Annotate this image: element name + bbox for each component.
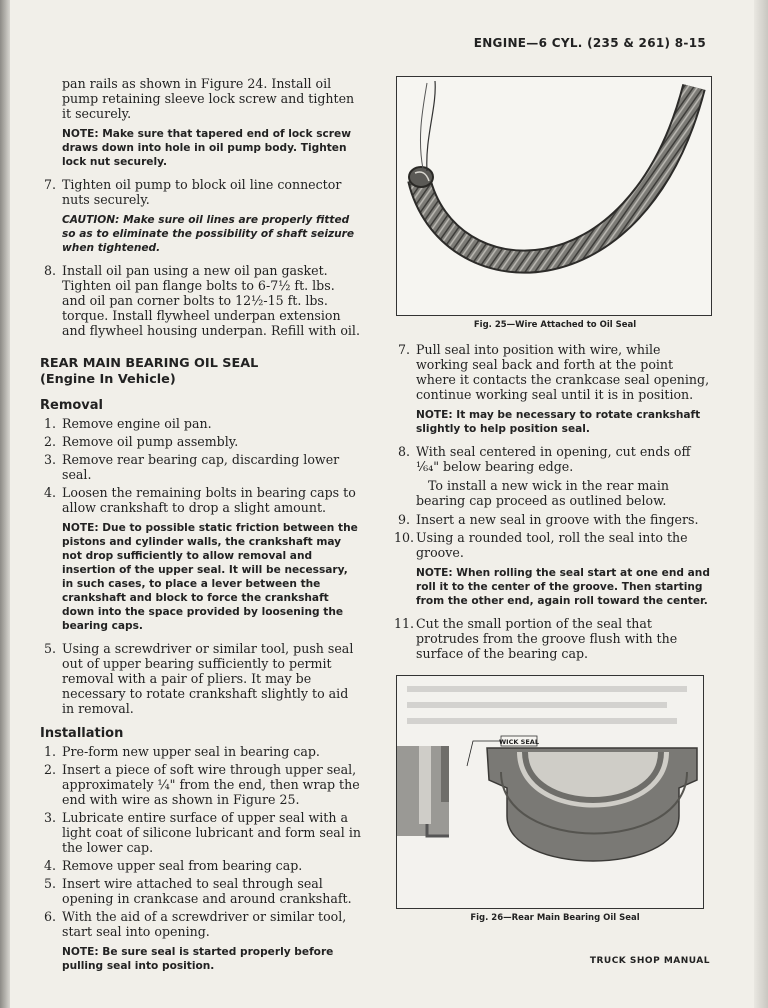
rolling-seal-note: NOTE: When rolling the seal start at one end and roll it to the center of the groove. Then starting from the other end, again roll toward the center.: [416, 567, 710, 607]
list-item: 2. Remove oil pump assembly.: [43, 434, 239, 449]
list-item: 7. Pull seal into position with wire, while working seal back and forth at the point where it contacts the crankcase seal opening, continue working seal until it is in position.: [397, 342, 710, 402]
installation-steps: [40, 744, 362, 939]
page-header: ENGINE—6 CYL. (235 & 261) 8-15: [473, 36, 706, 50]
intro-text: pan rails as shown in Figure 24. Install oil pump retaining sleeve lock screw and tighten it securely.: [62, 76, 355, 121]
lock-screw-note: NOTE: Make sure that tapered end of lock screw draws down into hole in oil pump body. Tighten lock nut securely.: [62, 128, 351, 168]
rotate-crankshaft-note: NOTE: It may be necessary to rotate crankshaft slightly to help position seal.: [416, 409, 701, 435]
list-item: 9. Insert a new seal in groove with the fingers.: [397, 512, 699, 527]
list-item: 3. Lubricate entire surface of upper seal with a light coat of silicone lubricant and form seal in the lower cap.: [43, 810, 361, 855]
seal-start-note: NOTE: Be sure seal is started properly before pulling seal into position.: [62, 946, 334, 972]
figure-25-wire-attached-seal: [396, 76, 712, 316]
wick-install-paragraph: To install a new wick in the rear main bearing cap proceed as outlined below.: [416, 478, 669, 508]
list-item: 4. Remove upper seal from bearing cap.: [43, 858, 303, 873]
list-item: 8. With seal centered in opening, cut ends off ¹⁄₆₄" below bearing edge.: [397, 444, 691, 474]
removal-steps-cont: [40, 641, 362, 716]
list-item: 2. Insert a piece of soft wire through upper seal, approximately ¼" from the end, then wrap the end with wire as shown in Figure 25.: [43, 762, 360, 807]
list-item: 5. Using a screwdriver or similar tool, push seal out of upper bearing sufficiently to permit removal with a pair of pliers. It may be necessary to rotate crankshaft slightly to aid in removal.: [43, 641, 354, 716]
seal-cut-steps: [394, 444, 716, 474]
list-item: 1. Pre-form new upper seal in bearing cap.: [43, 744, 320, 759]
list-item: 1. Remove engine oil pan.: [43, 416, 212, 431]
installation-heading: Installation: [40, 726, 124, 741]
list-item: 11. Cut the small portion of the seal that protrudes from the groove flush with the surface of the bearing cap.: [394, 616, 678, 661]
bearing-cap-illustration: [397, 676, 703, 908]
list-item: 6. With the aid of a screwdriver or similar tool, start seal into opening.: [43, 909, 347, 939]
list-item: 8. Install oil pan using a new oil pan gasket. Tighten oil pan flange bolts to 6-7½ ft. lbs. and oil pan corner bolts to 12½-15 ft. lbs. torque. Install flywheel underpan extension and flywheel housing underpan. Refill with oil.: [43, 263, 360, 338]
caution-note: CAUTION: Make sure oil lines are properly fitted so as to eliminate the possibility of shaft seizure when tightened.: [62, 214, 355, 254]
figure-25-caption: Fig. 25—Wire Attached to Oil Seal: [473, 320, 637, 330]
oil-pan-steps: [40, 263, 362, 338]
removal-steps: [40, 416, 362, 515]
wick-install-steps: [394, 512, 716, 560]
list-item: 4. Loosen the remaining bolts in bearing caps to allow crankshaft to drop a slight amount.: [43, 485, 356, 515]
seal-rope-illustration: [397, 77, 711, 315]
section-subtitle: (Engine In Vehicle): [40, 372, 176, 387]
static-friction-note: NOTE: Due to possible static friction between the pistons and cylinder walls, the crankshaft may not drop sufficiently to allow removal and insertion of the upper seal. It will be necessary, in such cases, to place a lever between the crankshaft and block to force the crankshaft down into the space provided by loosening the bearing caps.: [62, 522, 358, 632]
figure-26-caption: Fig. 26—Rear Main Bearing Oil Seal: [470, 913, 640, 923]
list-item: 5. Insert wire attached to seal through seal opening in crankcase and around crankshaft.: [43, 876, 352, 906]
left-column: [40, 76, 362, 981]
seal-positioning-steps: [394, 342, 716, 402]
list-item: 3. Remove rear bearing cap, discarding lower seal.: [43, 452, 340, 482]
oil-pump-steps: [40, 177, 362, 207]
page-binding-shadow: [0, 0, 10, 1008]
trim-seal-steps: [394, 616, 716, 661]
removal-heading: Removal: [40, 398, 104, 413]
figure-26-rear-main-bearing-seal: [396, 675, 704, 909]
section-title: REAR MAIN BEARING OIL SEAL: [40, 356, 259, 371]
right-column: [394, 76, 716, 935]
list-item: 10. Using a rounded tool, roll the seal into the groove.: [394, 530, 688, 560]
page-edge-shadow: [754, 0, 768, 1008]
list-item: 7. Tighten oil pump to block oil line connector nuts securely.: [43, 177, 342, 207]
page-footer: TRUCK SHOP MANUAL: [589, 956, 710, 966]
wick-seal-label: WICK SEAL: [499, 738, 539, 746]
